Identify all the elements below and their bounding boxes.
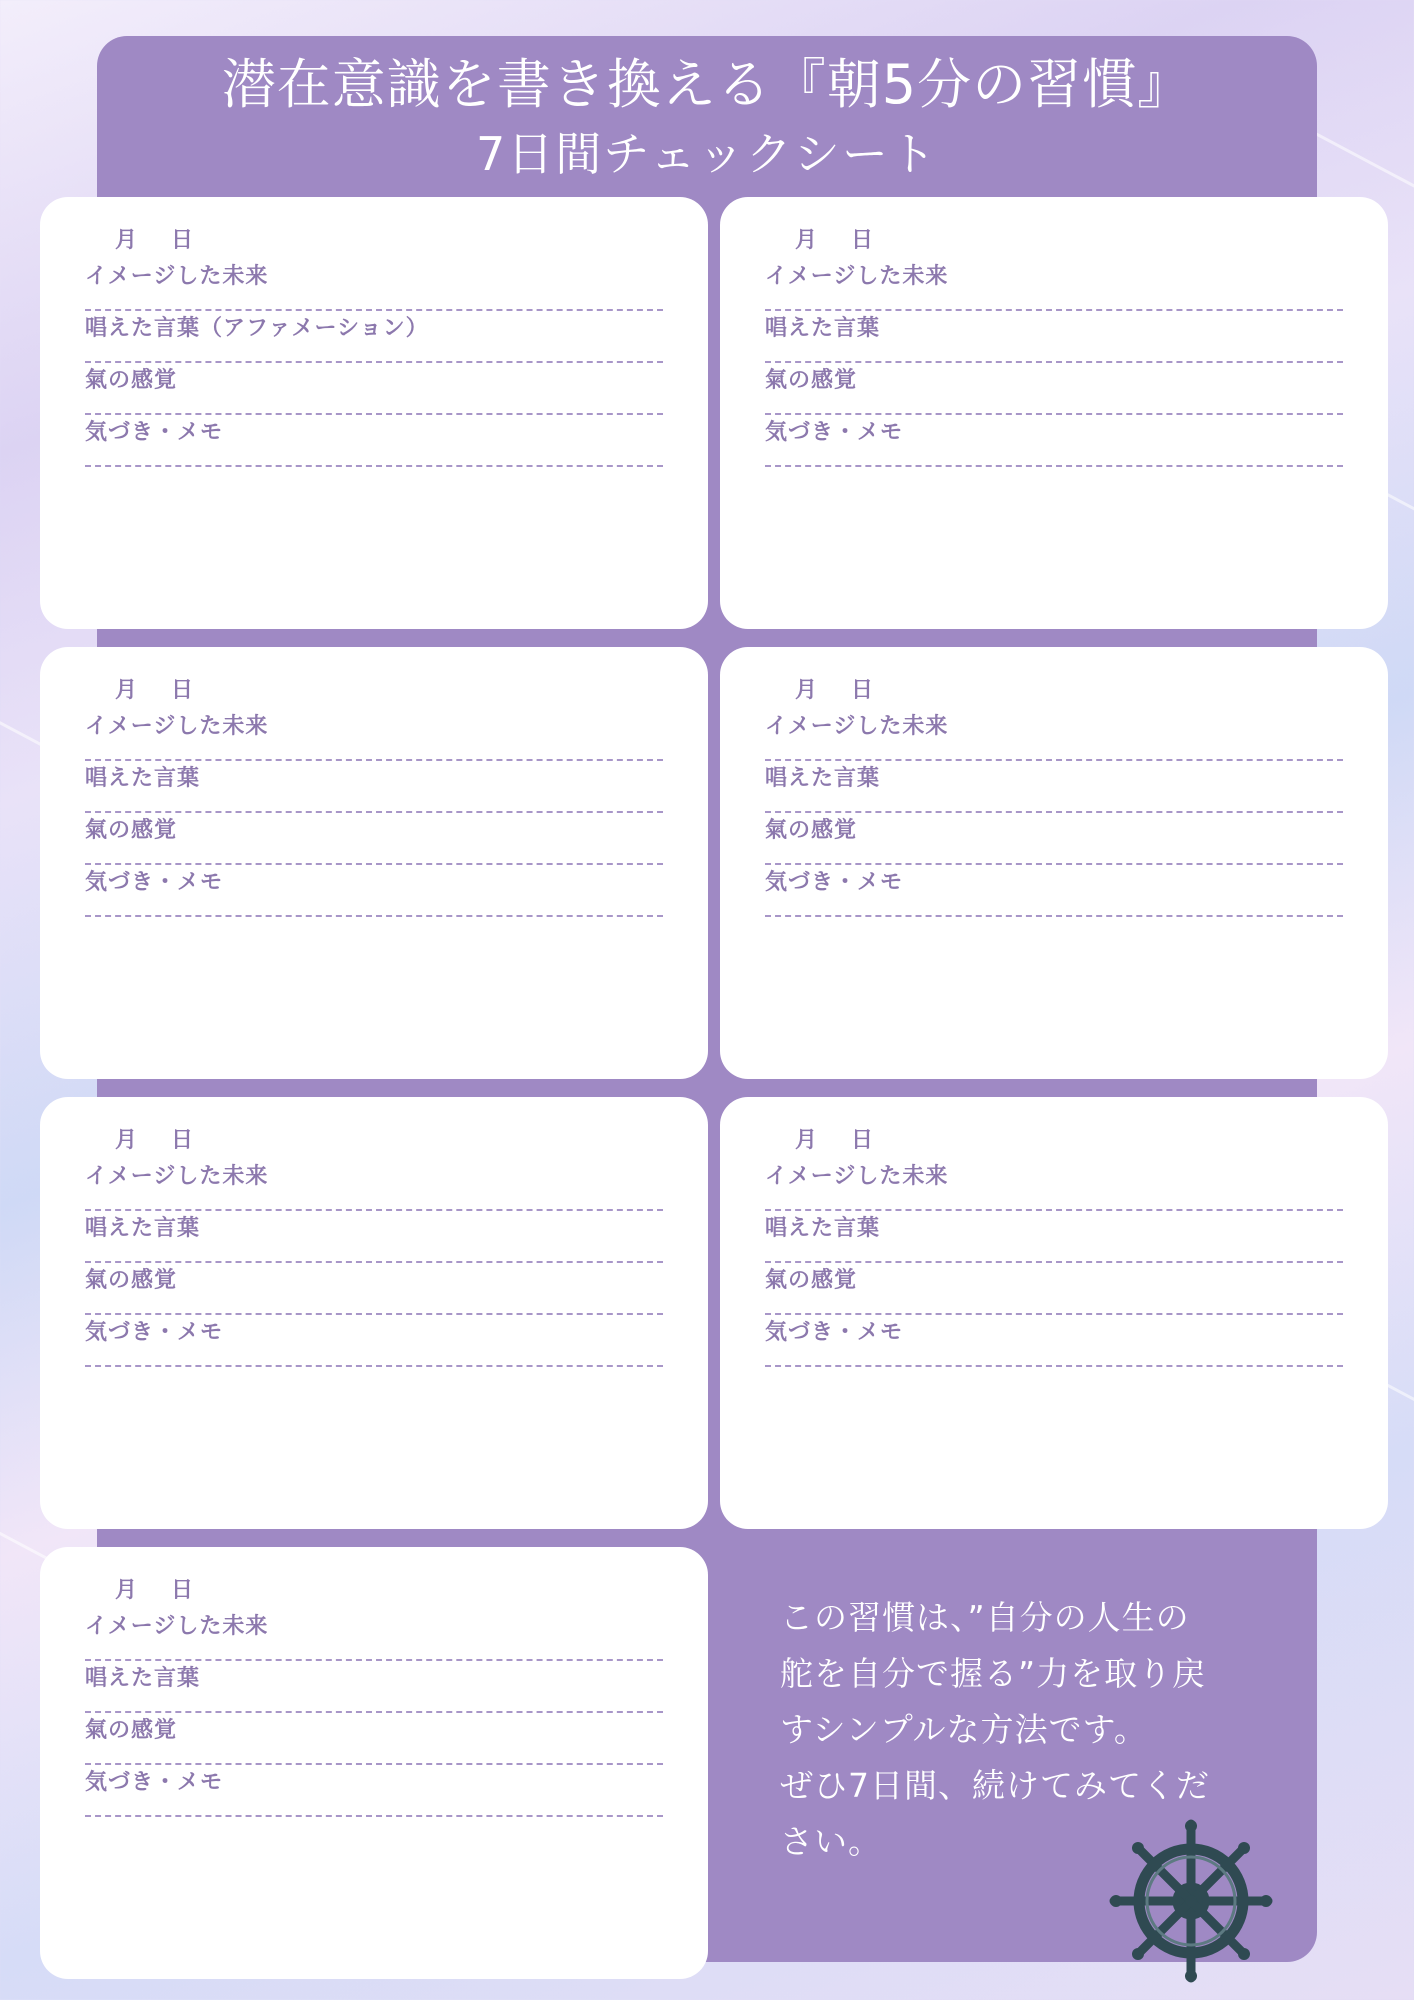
message-line: 舵を自分で握る”力を取り戻 <box>780 1654 1207 1693</box>
message-line: さい。 <box>780 1822 882 1861</box>
date-label: 月 日 <box>795 678 880 703</box>
field-label-ki: 氣の感覚 <box>765 1268 858 1293</box>
date-label: 月 日 <box>115 228 200 253</box>
field-label-notes: 気づき・メモ <box>85 870 224 895</box>
field-label-ki: 氣の感覚 <box>765 368 858 393</box>
field-label-affirmation: 唱えた言葉 <box>765 1216 881 1241</box>
field-label-notes: 気づき・メモ <box>765 1320 904 1345</box>
field-label-future: イメージした未来 <box>85 714 269 739</box>
field-label-future: イメージした未来 <box>85 1614 269 1639</box>
day-card-4 <box>720 647 1388 1079</box>
date-label: 月 日 <box>795 1128 880 1153</box>
date-label: 月 日 <box>115 1578 200 1603</box>
field-label-future: イメージした未来 <box>765 264 949 289</box>
field-label-future: イメージした未来 <box>765 714 949 739</box>
field-label-notes: 気づき・メモ <box>765 420 904 445</box>
field-label-affirmation: 唱えた言葉（アファメーション） <box>85 316 429 341</box>
page-subtitle: 7日間チェックシート <box>476 127 938 181</box>
field-label-notes: 気づき・メモ <box>85 1320 224 1345</box>
field-label-future: イメージした未来 <box>85 264 269 289</box>
date-label: 月 日 <box>115 678 200 703</box>
day-card-7 <box>40 1547 708 1979</box>
message-line: ぜひ7日間、続けてみてくだ <box>780 1766 1210 1805</box>
field-label-future: イメージした未来 <box>765 1164 949 1189</box>
field-label-notes: 気づき・メモ <box>765 870 904 895</box>
field-label-ki: 氣の感覚 <box>765 818 858 843</box>
day-card-5 <box>40 1097 708 1529</box>
field-label-ki: 氣の感覚 <box>85 818 178 843</box>
day-card-2 <box>720 197 1388 629</box>
page-title: 潜在意識を書き換える『朝5分の習慣』 <box>221 53 1193 116</box>
field-label-affirmation: 唱えた言葉 <box>765 766 881 791</box>
field-label-affirmation: 唱えた言葉 <box>85 766 201 791</box>
field-label-affirmation: 唱えた言葉 <box>765 316 881 341</box>
day-card-6 <box>720 1097 1388 1529</box>
field-label-notes: 気づき・メモ <box>85 420 224 445</box>
day-card-3 <box>40 647 708 1079</box>
field-label-affirmation: 唱えた言葉 <box>85 1666 201 1691</box>
field-label-ki: 氣の感覚 <box>85 1268 178 1293</box>
field-label-notes: 気づき・メモ <box>85 1770 224 1795</box>
ship-wheel-icon <box>1108 1818 1274 1984</box>
message-line: すシンプルな方法です。 <box>780 1710 1148 1749</box>
field-label-ki: 氣の感覚 <box>85 368 178 393</box>
message-line: この習慣は、”自分の人生の <box>780 1598 1190 1637</box>
date-label: 月 日 <box>115 1128 200 1153</box>
date-label: 月 日 <box>795 228 880 253</box>
field-label-ki: 氣の感覚 <box>85 1718 178 1743</box>
field-label-affirmation: 唱えた言葉 <box>85 1216 201 1241</box>
day-card-1 <box>40 197 708 629</box>
field-label-future: イメージした未来 <box>85 1164 269 1189</box>
